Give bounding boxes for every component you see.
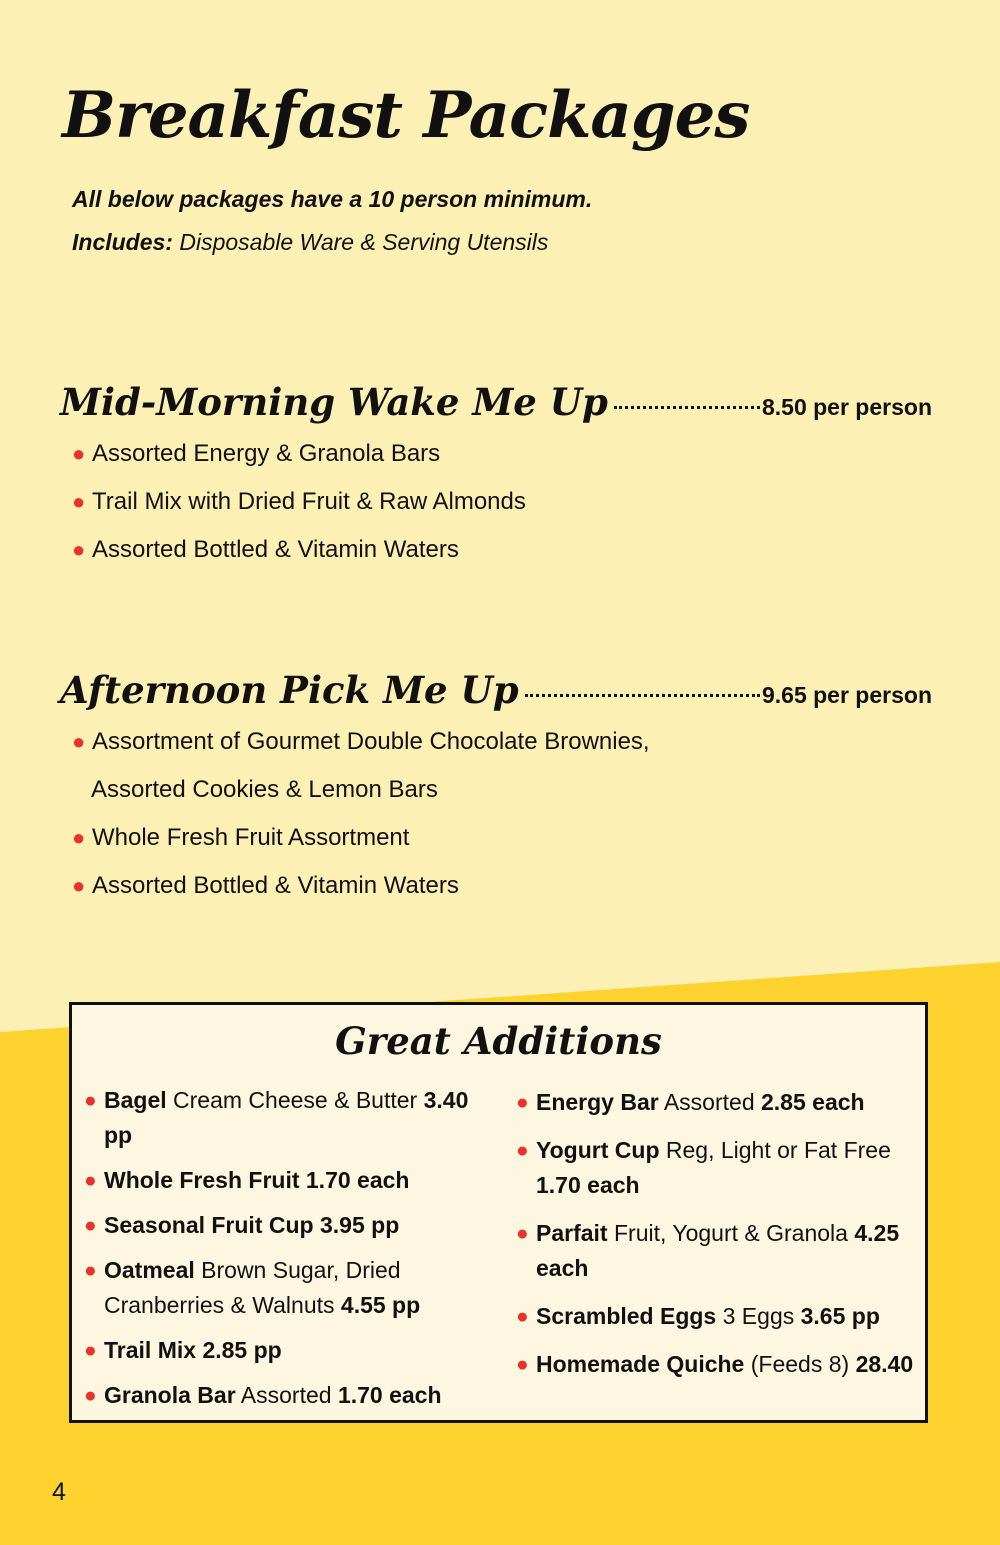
additions-title: Great Additions	[335, 1019, 662, 1063]
list-item: ● Assorted Energy & Granola Bars	[72, 430, 526, 478]
bullet-icon: ●	[516, 1222, 529, 1245]
addition-item: ● Yogurt Cup Reg, Light or Fat Free 1.70 each	[516, 1133, 916, 1203]
dot-leader	[525, 694, 760, 697]
addition-item: ● Trail Mix 2.85 pp	[84, 1333, 494, 1368]
dot-leader	[614, 406, 760, 409]
list-item: ● Whole Fresh Fruit Assortment	[72, 814, 650, 862]
package-price: 8.50 per person	[761, 394, 932, 420]
great-additions-box	[69, 1002, 928, 1423]
addition-item: ● Oatmeal Brown Sugar, Dried Cranberries & Walnuts 4.55 pp	[84, 1253, 494, 1323]
addition-item: ● Parfait Fruit, Yogurt & Granola 4.25 each	[516, 1216, 916, 1286]
bullet-icon: ●	[84, 1259, 97, 1282]
list-item: ● Assorted Bottled & Vitamin Waters	[72, 862, 650, 910]
list-item: ● Assorted Bottled & Vitamin Waters	[72, 526, 526, 574]
addition-item: ● Granola Bar Assorted 1.70 each	[84, 1378, 494, 1413]
includes-label: Includes:	[72, 229, 173, 255]
bullet-icon: ●	[72, 825, 86, 850]
bullet-icon: ●	[84, 1384, 97, 1407]
bullet-icon: ●	[516, 1353, 529, 1376]
bullet-icon: ●	[72, 441, 86, 466]
bullet-icon: ●	[84, 1214, 97, 1237]
page-number: 4	[52, 1478, 66, 1506]
additions-right-column	[516, 1085, 916, 1395]
bullet-icon: ●	[516, 1305, 529, 1328]
bullet-icon: ●	[516, 1139, 529, 1162]
bullet-icon: ●	[72, 873, 86, 898]
package-price: 9.65 per person	[761, 682, 932, 708]
bullet-icon: ●	[84, 1089, 97, 1112]
list-item: ● Assortment of Gourmet Double Chocolate Brownies,	[72, 718, 650, 766]
includes-line	[72, 229, 548, 256]
addition-item: ● Energy Bar Assorted 2.85 each	[516, 1085, 916, 1120]
bullet-icon: ●	[84, 1169, 97, 1192]
bullet-icon: ●	[516, 1091, 529, 1114]
addition-item: ● Scrambled Eggs 3 Eggs 3.65 pp	[516, 1299, 916, 1334]
bullet-icon: ●	[72, 537, 86, 562]
bullet-icon: ●	[72, 729, 86, 754]
minimum-note: All below packages have a 10 person minimum.	[72, 186, 593, 212]
additions-left-column	[84, 1083, 494, 1423]
package-name: Afternoon Pick Me Up	[60, 668, 519, 712]
bullet-icon: ●	[84, 1339, 97, 1362]
bullet-icon: ●	[72, 489, 86, 514]
package-item-list	[72, 718, 650, 910]
package-header	[60, 380, 932, 424]
page-title: Breakfast Packages	[62, 78, 750, 153]
package-header	[60, 668, 932, 712]
package-name: Mid-Morning Wake Me Up	[60, 380, 608, 424]
package-item-list	[72, 430, 526, 574]
addition-item: ● Homemade Quiche (Feeds 8) 28.40	[516, 1347, 916, 1382]
includes-text: Disposable Ware & Serving Utensils	[179, 229, 549, 255]
addition-item: ● Whole Fresh Fruit 1.70 each	[84, 1163, 494, 1198]
list-item: ● Trail Mix with Dried Fruit & Raw Almonds	[72, 478, 526, 526]
addition-item: ● Seasonal Fruit Cup 3.95 pp	[84, 1208, 494, 1243]
addition-item: ● Bagel Cream Cheese & Butter 3.40 pp	[84, 1083, 494, 1153]
list-item-continuation: Assorted Cookies & Lemon Bars	[91, 776, 438, 803]
